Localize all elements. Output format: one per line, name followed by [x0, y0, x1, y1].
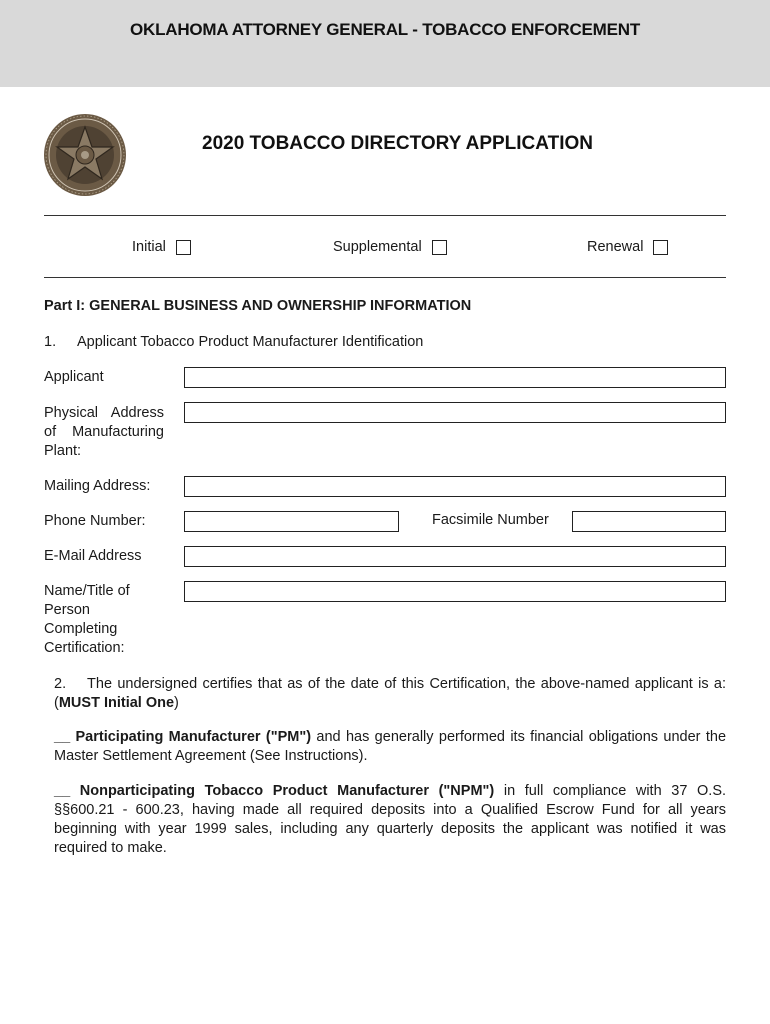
part1-heading: Part I: GENERAL BUSINESS AND OWNERSHIP INFORMATION: [44, 298, 472, 314]
item1-number: 1.: [44, 334, 57, 350]
mailing-address-label: Mailing Address:: [44, 478, 151, 494]
renewal-checkbox[interactable]: [653, 240, 668, 255]
renewal-label: Renewal: [587, 239, 644, 255]
item1-text: Applicant Tobacco Product Manufacturer Identification: [77, 334, 424, 350]
divider-top: [44, 215, 726, 216]
name-title-input[interactable]: [184, 581, 726, 602]
mailing-address-input[interactable]: [184, 476, 726, 497]
document-title: 2020 TOBACCO DIRECTORY APPLICATION: [202, 133, 593, 154]
initial-label: Initial: [132, 239, 166, 255]
item2-text: The undersigned certifies that as of the date of this Certification, the above-named applicant is a: (: [54, 676, 726, 711]
email-label: E-Mail Address: [44, 548, 142, 564]
item2-paragraph: [54, 675, 726, 713]
fax-input[interactable]: [572, 511, 726, 532]
item2-close: ): [174, 695, 179, 711]
divider-bottom: [44, 277, 726, 278]
supplemental-checkbox[interactable]: [432, 240, 447, 255]
phone-input[interactable]: [184, 511, 399, 532]
item1: [44, 334, 423, 350]
item2-must-initial: MUST Initial One: [58, 695, 175, 711]
renewal-option: [587, 237, 668, 257]
initial-option: [132, 237, 191, 257]
applicant-label: Applicant: [44, 369, 104, 385]
npm-text: in full compliance with 37 O.S. §§600.21 - 600.23, having made all required deposits into a Qualified Escrow Fund for all years beginning with year 1999 sales, including any quarterly deposits the applicant was notified it was required to make.: [54, 783, 727, 856]
fax-label: Facsimile Number: [432, 512, 549, 528]
state-seal-star-icon: [43, 113, 127, 197]
supplemental-label: Supplemental: [333, 239, 422, 255]
email-input[interactable]: [184, 546, 726, 567]
supplemental-option: [333, 237, 447, 257]
agency-title: OKLAHOMA ATTORNEY GENERAL - TOBACCO ENFORCEMENT: [129, 20, 641, 39]
initial-checkbox[interactable]: [176, 240, 191, 255]
pm-text: and has generally performed its financial obligations under the Master Settlement Agreement (See Instructions).: [54, 729, 727, 764]
phone-label: Phone Number:: [44, 513, 146, 529]
npm-initial-blank[interactable]: __: [54, 783, 71, 799]
physical-address-input[interactable]: [184, 402, 726, 423]
header-band: [0, 0, 770, 87]
item2-number: 2.: [54, 676, 67, 692]
pm-title: Participating Manufacturer ("PM"): [75, 729, 312, 745]
npm-title: Nonparticipating Tobacco Product Manufacturer ("NPM"): [79, 783, 495, 799]
npm-option: [54, 782, 726, 858]
pm-option: [54, 728, 726, 766]
name-title-label: Name/Title of Person Completing Certification:: [44, 583, 130, 656]
applicant-input[interactable]: [184, 367, 726, 388]
pm-initial-blank[interactable]: __: [54, 729, 71, 745]
physical-address-label: Physical Address of Manufacturing Plant:: [44, 405, 164, 459]
